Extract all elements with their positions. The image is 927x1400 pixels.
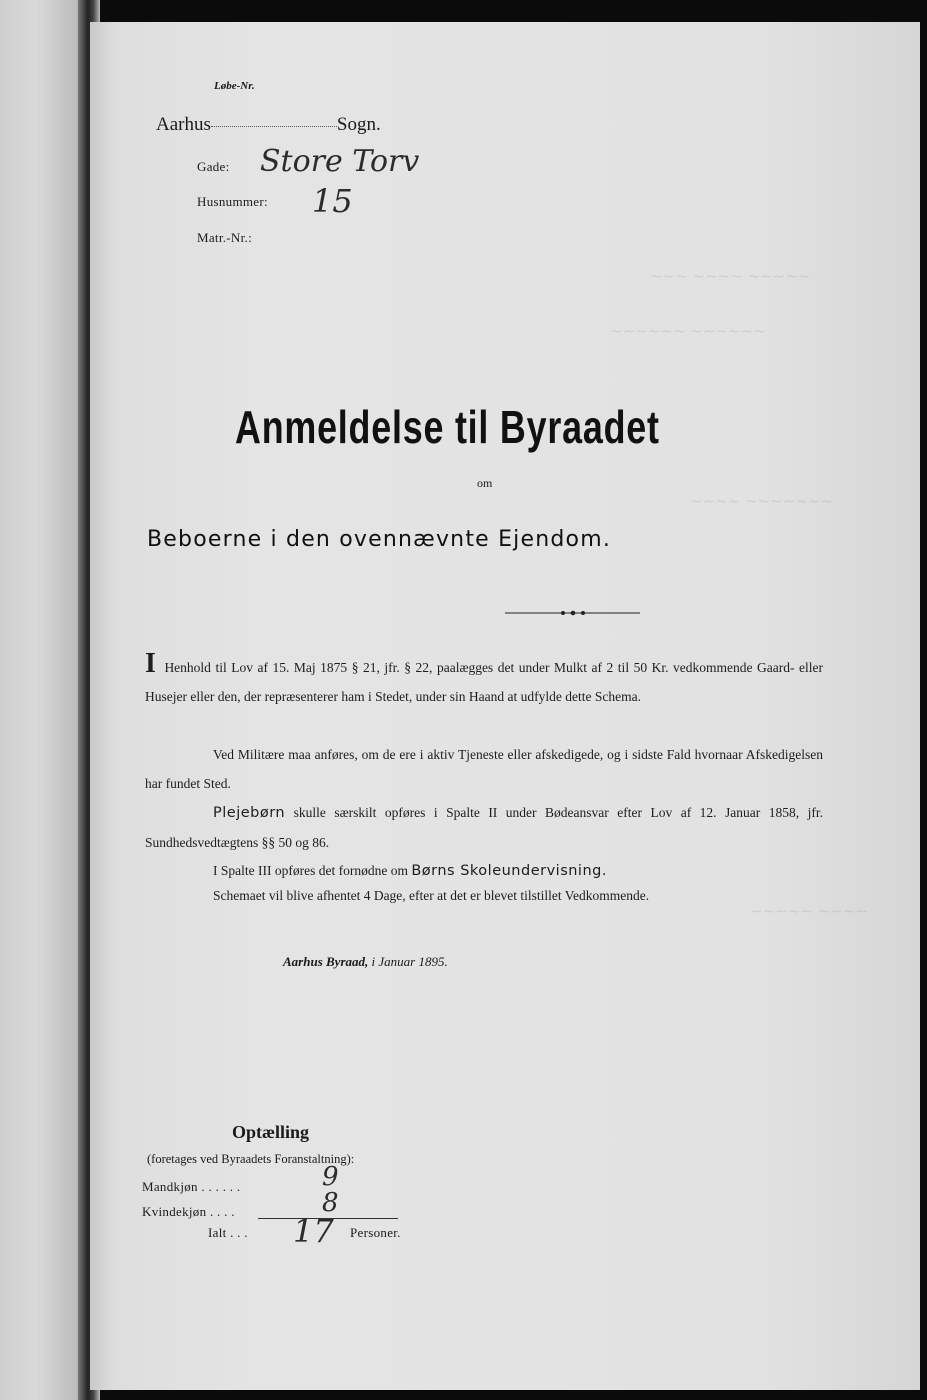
women-row: Kvindekjøn . . . . [142,1204,235,1219]
count-subheading: (foretages ved Byraadets Foranstaltning): [147,1152,355,1166]
count-heading: Optælling [232,1122,310,1142]
matr-label: Matr.-Nr.: [197,230,252,245]
city-prefix: Aarhus [156,114,211,135]
instruction-text: Schemaet vil blive afhentet 4 Dage, efter at det er blevet tilstillet Vedkommende. [213,888,650,903]
instruction-paragraph-5 [213,881,823,910]
persons-label: Personer. [350,1225,401,1240]
gade-value: Store Torv [260,144,420,179]
women-value: 8 [322,1188,339,1218]
gade-label: Gade: [197,159,230,174]
signature-place: Aarhus Byraad, [283,954,369,969]
bleed-through-text: ~~~ ~~~~ ~~~~~ [650,267,811,285]
men-value: 9 [322,1162,339,1192]
sogn-line [156,114,381,136]
drop-cap: I [145,648,156,679]
husnummer-label: Husnummer: [197,194,268,209]
total-value: 17 [293,1212,334,1250]
sogn-label: Sogn. [336,114,381,135]
instruction-text: skulle særskilt opføres i Spalte II under Bødeansvar efter Lov af 12. Januar 1858, jfr. Sundhedsvedtægtens §§ 50 og 86. [145,805,824,850]
form-page [90,22,920,1390]
lobe-nr-label: Løbe-Nr. [214,80,255,92]
total-label: Ialt [208,1225,227,1240]
instruction-paragraph-2 [145,740,823,798]
instruction-text: Ved Militære maa anføres, om de ere i aktiv Tjeneste eller afskedigede, og i sidste Fald hvornaar Afskedigelsen har fundet Sted. [145,747,823,791]
title-connector: om [477,476,493,490]
sogn-fill-line [211,125,337,127]
men-row: Mandkjøn . . . . . . [142,1179,241,1194]
signature-date: i Januar 1895. [371,954,448,969]
bleed-through-text: ~~~~ ~~~~~~~ [690,492,834,510]
instruction-text: Henhold til Lov af 15. Maj 1875 § 21, jfr. § 22, paalægges det under Mulkt af 2 til 50 Kr. vedkommende Gaard- eller Husejer eller den, der repræsenterer ham i Stedet, under sin Haand at udfylde dette Schema. [145,660,823,704]
form-title: Anmeldelse til Byraadet [235,401,660,453]
emphasized-word: Plejebørn [213,805,286,821]
total-row: Ialt . . . [208,1225,248,1240]
signature-line [283,954,448,970]
instruction-paragraph-1 [145,648,823,711]
facing-page-edge [0,0,90,1400]
husnummer-value: 15 [312,182,353,220]
bleed-through-text: ~~~~~~ ~~~~~~ [610,322,766,340]
instruction-paragraph-3 [145,798,823,857]
emphasized-word: Børns Skoleundervisning. [411,863,607,879]
ornament-divider [505,610,640,616]
women-label: Kvindekjøn [142,1204,207,1219]
men-label: Mandkjøn [142,1179,198,1194]
instruction-text: I Spalte III opføres det fornødne om [213,863,408,878]
form-subtitle: Beboerne i den ovennævnte Ejendom. [147,527,612,552]
bleed-through-text: ~~~~~ ~~~~ [750,902,868,920]
